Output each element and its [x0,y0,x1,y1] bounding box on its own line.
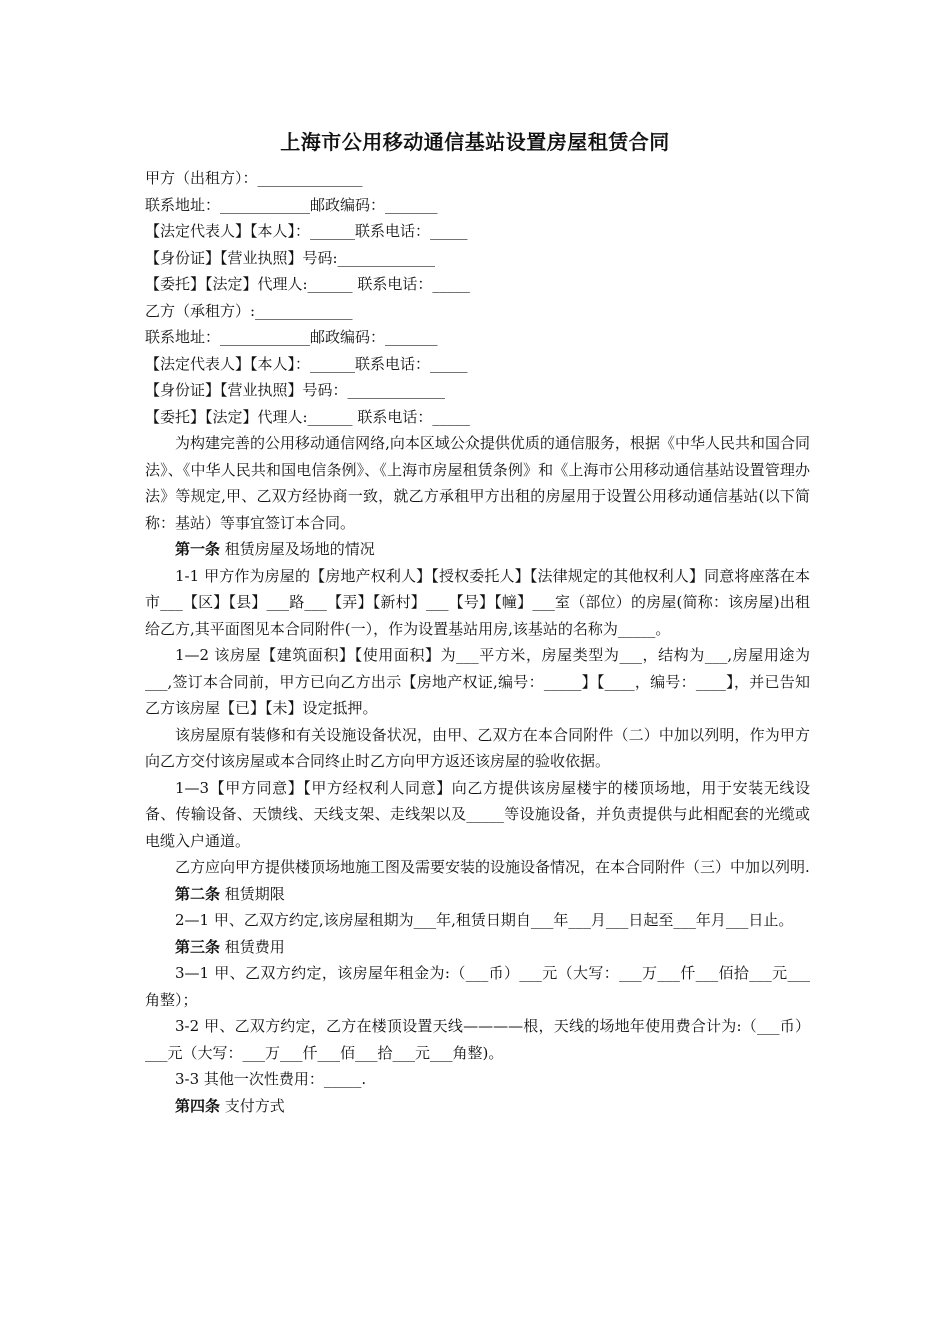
party-a-agent: 【委托】【法定】代理人:______ 联系电话：_____ [145,275,470,293]
article-2-clause-1: 2—1 甲、乙双方约定,该房屋租期为___年,租赁日期自___年___月___日起至___年月___日止。 [175,911,794,929]
article-2-heading [145,881,810,908]
article-3-clause-1: 3—1 甲、乙双方约定，该房屋年租金为:（___币）___元（大写：___万___仟___佰拾___元___角整）； [145,964,810,1009]
article-3-clause-2: 3-2 甲、乙双方约定，乙方在楼顶设置天线————根，天线的场地年使用费合计为:（___币）___元（大写：___万___仟___佰___拾___元___角整)。 [145,1017,810,1062]
party-a-id: 【身份证】【营业执照】号码:_____________ [145,248,436,267]
article-2-label: 第二条 [175,884,221,903]
article-1-clause-3-note: 乙方应向甲方提供楼顶场地施工图及需要安装的设施设备情况，在本合同附件（三）中加以列明. [175,858,810,876]
document-body [145,165,810,1119]
document-title: 上海市公用移动通信基站设置房屋租赁合同 [280,130,670,154]
article-3-label: 第三条 [175,937,221,956]
party-b-id: 【身份证】【营业执照】号码：_____________ [145,381,446,399]
preamble-paragraph: 为构建完善的公用移动通信网络,向本区域公众提供优质的通信服务，根据《中华人民共和国合同法》、《中华人民共和国电信条例》、《上海市房屋租赁条例》和《上海市公用移动通信基站设置管理办法》等规定,甲、乙双方经协商一致，就乙方承租甲方出租的房屋用于设置公用移动通信基站(以下简称：基站）等事宜签订本合同。 [145,434,810,532]
article-1-clause-3: 1—3【甲方同意】【甲方经权利人同意】向乙方提供该房屋楼宇的楼顶场地，用于安装无线设备、传输设备、天馈线、天线支架、走线架以及_____等设施设备，并负责提供与此相配套的光缆或电缆入户通道。 [145,778,810,850]
article-4-title: 支付方式 [220,1096,285,1115]
article-1-clause-2-note: 该房屋原有装修和有关设施设备状况，由甲、乙双方在本合同附件（二）中加以列明，作为甲方向乙方交付该房屋或本合同终止时乙方向甲方返还该房屋的验收依据。 [145,725,810,770]
party-b-name: 乙方（承租方）:_____________ [145,301,353,320]
party-b-agent: 【委托】【法定】代理人:______ 联系电话：_____ [145,407,470,426]
article-1-clause-2: 1—2 该房屋【建筑面积】【使用面积】为___平方米，房屋类型为___，结构为___,房屋用途为___,签订本合同前，甲方已向乙方出示【房地产权证,编号：_____】【____，编号：____】，并已告知乙方该房屋【已】【未】设定抵押。 [145,646,810,717]
article-3-heading [145,934,810,961]
party-b-address: 联系地址：____________邮政编码：_______ [145,328,438,346]
party-b-representative: 【法定代表人】【本人】：______联系电话：_____ [145,354,468,373]
article-1-heading [145,536,810,563]
article-4-heading [145,1093,810,1120]
article-3-title: 租赁费用 [220,937,285,956]
party-a-representative: 【法定代表人】【本人】：______联系电话：_____ [145,222,468,240]
article-1-title: 租赁房屋及场地的情况 [220,540,375,558]
article-2-title: 租赁期限 [220,884,285,903]
article-1-label: 第一条 [175,540,221,558]
party-a-address: 联系地址：____________邮政编码：_______ [145,195,438,214]
article-1-clause-1: 1-1 甲方作为房屋的【房地产权利人】【授权委托人】【法律规定的其他权利人】同意将座落在本市___【区】【县】___路___【弄】【新村】___【号】【幢】___室（部位）的房屋(简称：该房屋)出租给乙方,其平面图见本合同附件(一），作为设置基站用房,该基站的名称为_____。 [145,566,810,638]
article-3-clause-3: 3-3 其他一次性费用：_____. [175,1070,367,1088]
article-4-label: 第四条 [175,1096,221,1115]
party-a-name: 甲方（出租方）：______________ [145,169,363,187]
